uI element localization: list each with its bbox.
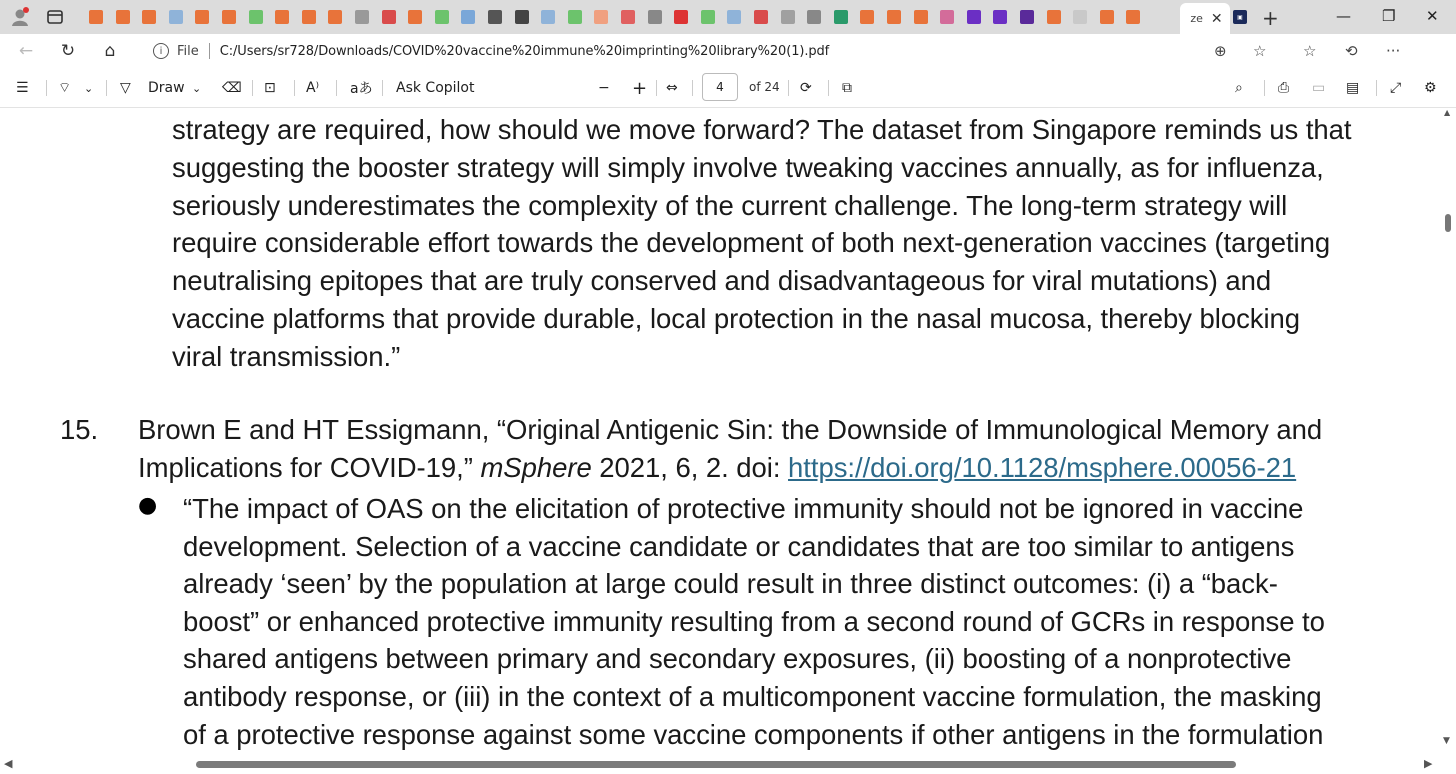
bullet-line: boost” or enhanced protective immunity resulting from a second round of GCRs in response to (183, 605, 1325, 637)
tab-orange[interactable] (857, 6, 877, 28)
orange-favicon-icon (1047, 10, 1061, 24)
toolbar-divider (106, 80, 107, 96)
vertical-scrollbar[interactable] (1440, 108, 1456, 758)
scroll-left-icon[interactable]: ◀ (4, 757, 13, 770)
tab-orange[interactable] (884, 6, 904, 28)
close-window-button[interactable]: ✕ (1426, 7, 1439, 25)
translate-icon[interactable]: aあ (350, 81, 373, 97)
toolbar-divider (1376, 80, 1377, 96)
fit-page-icon[interactable]: ⇔ (666, 80, 678, 96)
pdf-toolbar (0, 68, 1456, 108)
green-favicon-icon (249, 10, 263, 24)
gray-favicon-icon (1073, 10, 1087, 24)
minimize-button[interactable]: — (1336, 7, 1351, 25)
yahoo-favicon-icon (993, 10, 1007, 24)
zoom-in-button[interactable]: + (632, 77, 648, 99)
red-c-favicon-icon (621, 10, 635, 24)
gp-badge-favicon-icon (781, 10, 795, 24)
tab-orange[interactable] (299, 6, 319, 28)
tab-orange[interactable] (1044, 6, 1064, 28)
red-favicon-icon (754, 10, 768, 24)
eraser-icon[interactable]: ⌫ (222, 80, 242, 96)
tab-ab[interactable] (485, 6, 505, 28)
tab-diamond[interactable] (512, 6, 532, 28)
search-favicon-icon (461, 10, 475, 24)
check-favicon-icon (648, 10, 662, 24)
tab-green[interactable] (565, 6, 585, 28)
save-icon[interactable]: ▭ (1312, 80, 1326, 96)
save-as-icon[interactable]: ▤ (1346, 80, 1360, 96)
read-aloud-icon[interactable]: A⁾ (306, 80, 320, 96)
tab-mail[interactable] (1017, 6, 1037, 28)
tab-red-c[interactable] (618, 6, 638, 28)
search-icon[interactable]: ⌕ (1235, 80, 1243, 96)
pdf-page-viewport[interactable] (0, 108, 1440, 758)
orange-favicon-icon (302, 10, 316, 24)
diamond-favicon-icon (515, 10, 529, 24)
tab-yahoo[interactable] (964, 6, 984, 28)
quote-line: neutralising epitopes that are truly conserved and disadvantageous for viral mutations) and (172, 265, 1272, 297)
tab-gp-badge[interactable] (778, 6, 798, 28)
quote-line: strategy are required, how should we move forward? The dataset from Singapore reminds us that (172, 114, 1352, 145)
scroll-right-icon[interactable]: ▶ (1424, 757, 1433, 770)
restore-button[interactable]: ❐ (1382, 7, 1396, 25)
tab-orange[interactable] (86, 6, 106, 28)
bullet-line: “The impact of OAS on the elicitation of protective immunity should not be ignored in vaccine (183, 493, 1304, 524)
quote-line: vaccine platforms that provide durable, local protection in the nasal mucosa, thereby blocking (172, 303, 1301, 334)
rotate-icon[interactable]: ⟳ (800, 80, 812, 96)
favorite-star-icon[interactable]: ☆ (1253, 42, 1267, 60)
address-url[interactable]: C:/Users/sr728/Downloads/COVID%20vaccine%20immune%20imprinting%20library%20(1).pdf (219, 43, 830, 59)
orange-favicon-icon (860, 10, 874, 24)
doi-link[interactable]: https://doi.org/10.1128/msphere.00056-21 (788, 452, 1297, 483)
page-number-input[interactable]: 4 (702, 73, 738, 101)
bullet-line: development. Selection of a vaccine candidate or candidates that are too similar to antigens (183, 530, 1295, 562)
address-separator (209, 43, 210, 59)
tab-yahoo[interactable] (990, 6, 1010, 28)
bullet-line: shared antigens between primary and secondary exposures, (ii) boosting of a nonprotective (183, 643, 1292, 675)
scroll-down-icon[interactable]: ▼ (1443, 736, 1450, 746)
toolbar-divider (828, 80, 829, 96)
draw-icon[interactable]: ▽ (120, 80, 131, 96)
gray-doc-favicon-icon (355, 10, 369, 24)
toolbar-divider (382, 80, 383, 96)
tab-pink[interactable] (937, 6, 957, 28)
tab-news[interactable] (1230, 6, 1250, 28)
tab-orange[interactable] (325, 6, 345, 28)
tab-green[interactable] (246, 6, 266, 28)
file-label: File (177, 43, 199, 59)
tab-red[interactable] (379, 6, 399, 28)
toolbar-divider (294, 80, 295, 96)
text-box-icon[interactable]: ⊡ (264, 80, 276, 96)
orange-favicon-icon (887, 10, 901, 24)
toolbar-divider (656, 80, 657, 96)
tab-gp[interactable] (804, 6, 824, 28)
horizontal-scroll-thumb[interactable] (196, 761, 1236, 768)
toolbar-divider (1264, 80, 1265, 96)
green-favicon-icon (568, 10, 582, 24)
tab-blue-w[interactable] (538, 6, 558, 28)
news-favicon-icon: ▣ (1233, 10, 1247, 24)
orange-favicon-icon (914, 10, 928, 24)
refresh-button[interactable]: ↻ (60, 41, 76, 61)
toolbar-divider (252, 80, 253, 96)
horizontal-scrollbar[interactable] (0, 758, 1456, 774)
gp-favicon-icon (807, 10, 821, 24)
address-bar-row (0, 34, 1456, 68)
tab-search[interactable] (458, 6, 478, 28)
tab-orange[interactable] (1123, 6, 1143, 28)
tab-red-box[interactable] (671, 6, 691, 28)
quote-line: suggesting the booster strategy will simply involve tweaking vaccines annually, as for influenza, (172, 151, 1324, 183)
tab-orange-b[interactable] (591, 6, 611, 28)
new-tab-button[interactable]: + (1262, 6, 1279, 30)
tab-orange[interactable] (911, 6, 931, 28)
red-favicon-icon (382, 10, 396, 24)
tab-blue-w[interactable] (724, 6, 744, 28)
reference-citation-text: Implications for COVID-19,” (138, 452, 481, 483)
info-icon[interactable]: i (153, 43, 169, 59)
tab-green-circle[interactable] (831, 6, 851, 28)
zoom-out-button[interactable]: − (598, 80, 610, 96)
more-menu-icon[interactable]: ··· (1386, 42, 1401, 60)
orange-favicon-icon (328, 10, 342, 24)
ask-copilot-button[interactable]: Ask Copilot (396, 80, 475, 96)
toolbar-divider (692, 80, 693, 96)
quote-line: require considerable effort towards the development of both next-generation vaccines (targeting (172, 227, 1331, 259)
quote-line: seriously underestimates the complexity of the current challenge. The long-term strategy will (172, 189, 1288, 221)
orange-favicon-icon (89, 10, 103, 24)
tab-check[interactable] (645, 6, 665, 28)
tab-orange[interactable] (405, 6, 425, 28)
favorites-icon[interactable]: ☆ (1303, 42, 1317, 60)
highlight-icon[interactable]: ⌔ (58, 80, 72, 96)
tab-orange[interactable] (192, 6, 212, 28)
orange-favicon-icon (408, 10, 422, 24)
tab-green[interactable] (432, 6, 452, 28)
blue-w-favicon-icon (169, 10, 183, 24)
blue-w-favicon-icon (727, 10, 741, 24)
tab-orange[interactable] (219, 6, 239, 28)
orange-favicon-icon (1100, 10, 1114, 24)
fullscreen-icon[interactable]: ⤢ (1390, 80, 1402, 96)
tab-close-icon[interactable]: ✕ (1210, 10, 1223, 27)
history-icon[interactable]: ⟲ (1345, 42, 1358, 60)
bullet-line: antibody response, or (iii) in the context of a multicomponent vaccine formulation, the masking (183, 681, 1322, 712)
home-button[interactable]: ⌂ (104, 41, 116, 61)
draw-dropdown-icon[interactable]: ⌄ (192, 81, 202, 95)
tab-gray[interactable] (1070, 6, 1090, 28)
tab-strip (0, 0, 1456, 34)
toolbar-divider (788, 80, 789, 96)
tab-green[interactable] (698, 6, 718, 28)
yahoo-favicon-icon (967, 10, 981, 24)
tab-orange[interactable] (113, 6, 133, 28)
red-box-favicon-icon (674, 10, 688, 24)
draw-button[interactable]: Draw (148, 80, 185, 96)
orange-favicon-icon (142, 10, 156, 24)
bullet-point: ● (138, 493, 158, 518)
bullet-line: of a protective response against some vaccine components if other antigens in the formulation (183, 718, 1324, 750)
tab-active-title: ze (1190, 12, 1203, 25)
contents-icon[interactable]: ☰ (16, 80, 29, 96)
profile-avatar-icon[interactable] (10, 7, 30, 27)
orange-favicon-icon (275, 10, 289, 24)
orange-b-favicon-icon (594, 10, 608, 24)
green-circle-favicon-icon (834, 10, 848, 24)
tab-orange[interactable] (1097, 6, 1117, 28)
pink-favicon-icon (940, 10, 954, 24)
toolbar-divider (336, 80, 337, 96)
tab-active[interactable] (1180, 3, 1230, 34)
toolbar-divider (46, 80, 47, 96)
reference-line-2 (138, 452, 1296, 484)
tab-blue-w[interactable] (166, 6, 186, 28)
blue-w-favicon-icon (541, 10, 555, 24)
bullet-line: already ‘seen’ by the population at large could result in three distinct outcomes: (i) a “back- (183, 568, 1278, 600)
green-favicon-icon (701, 10, 715, 24)
green-favicon-icon (435, 10, 449, 24)
page-view-icon[interactable]: ⧉ (842, 80, 852, 96)
tab-orange[interactable] (139, 6, 159, 28)
back-button[interactable]: ← (18, 41, 34, 61)
settings-gear-icon[interactable]: ⚙ (1424, 80, 1437, 96)
orange-favicon-icon (116, 10, 130, 24)
quote-line: viral transmission.” (172, 340, 401, 372)
address-input[interactable] (138, 37, 1298, 65)
reference-line-1: Brown E and HT Essigmann, “Original Antigenic Sin: the Downside of Immunological Memory and (138, 414, 1323, 445)
page-total: of 24 (749, 80, 780, 94)
tab-gray-doc[interactable] (352, 6, 372, 28)
orange-favicon-icon (195, 10, 209, 24)
ab-favicon-icon (488, 10, 502, 24)
orange-favicon-icon (222, 10, 236, 24)
tab-orange[interactable] (272, 6, 292, 28)
zoom-icon[interactable]: ⊕ (1214, 42, 1227, 60)
reference-number: 15. (60, 414, 99, 445)
scroll-up-icon[interactable]: ▲ (1444, 108, 1451, 117)
vertical-scroll-thumb[interactable] (1445, 214, 1451, 232)
orange-favicon-icon (1126, 10, 1140, 24)
reference-journal: mSphere (480, 452, 592, 483)
mail-favicon-icon (1020, 10, 1034, 24)
print-icon[interactable]: ⎙ (1278, 80, 1290, 96)
reference-year-volume: 2021, 6, 2. doi: (591, 452, 789, 483)
tab-actions-icon[interactable] (46, 8, 64, 26)
highlight-dropdown-icon[interactable]: ⌄ (84, 81, 94, 95)
tab-red[interactable] (751, 6, 771, 28)
